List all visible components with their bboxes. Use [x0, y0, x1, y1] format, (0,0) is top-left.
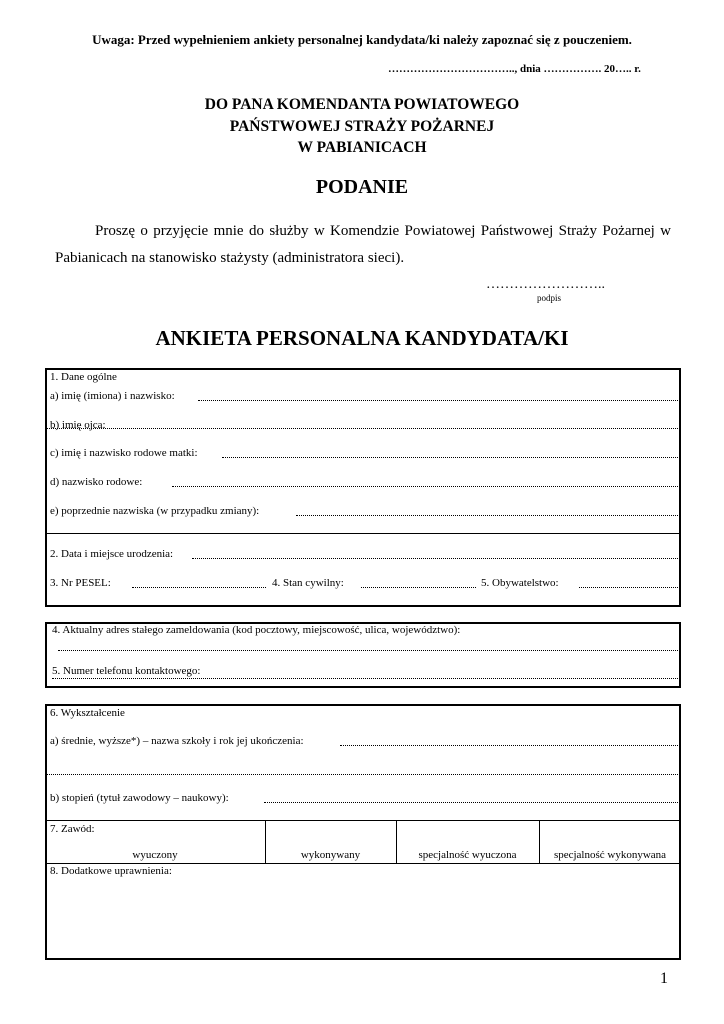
addressee-line-1: DO PANA KOMENDANTA POWIATOWEGO: [204, 96, 520, 113]
phone-label: 5. Numer telefonu kontaktowego:: [52, 665, 201, 677]
mother-name-field[interactable]: [222, 457, 680, 458]
addressee-line-3: W PABIANICACH: [297, 139, 427, 156]
degree-field[interactable]: [264, 802, 680, 803]
addressee-line-2: PAŃSTWOWEJ STRAŻY POŻARNEJ: [229, 118, 495, 135]
profession-bottom-border: [45, 863, 681, 864]
profession-practiced: wykonywany: [300, 849, 361, 861]
petition-body-rest: o przyjęcie mnie do służby w Komendzie Powiatowej Państwowej Straży Pożarnej w Pabianicach na stanowisko stażysty (administratora sieci).: [55, 223, 671, 266]
box-divider: [45, 533, 681, 534]
degree-label: b) stopień (tytuł zawodowy – naukowy):: [50, 792, 229, 804]
specialty-learned: specjalność wyuczona: [418, 849, 517, 861]
signature-label: podpis: [537, 293, 562, 303]
birth-field[interactable]: [192, 558, 680, 559]
school-field[interactable]: [340, 745, 680, 746]
petition-title: PODANIE: [315, 176, 409, 198]
name-field[interactable]: [198, 400, 680, 401]
signature-dots: ……………………..: [486, 277, 605, 292]
previous-names-field[interactable]: [296, 515, 680, 516]
father-name-field[interactable]: [45, 428, 680, 429]
address-field[interactable]: [58, 650, 680, 651]
citizenship-label: 5. Obywatelstwo:: [481, 577, 559, 589]
profession-learned: wyuczony: [132, 849, 178, 861]
profession-top-border: [45, 820, 681, 821]
phone-field[interactable]: [52, 678, 680, 679]
additional-qualifications-field[interactable]: [47, 880, 679, 958]
previous-names-label: e) poprzednie nazwiska (w przypadku zmiany):: [50, 505, 260, 517]
page-number: 1: [660, 970, 668, 987]
notice-text: Uwaga: Przed wypełnieniem ankiety personalnej kandydata/ki należy zapoznać się z pouczeniem.: [92, 32, 632, 47]
petition-body: [55, 218, 671, 272]
pesel-label: 3. Nr PESEL:: [50, 577, 111, 589]
birth-label: 2. Data i miejsce urodzenia:: [50, 548, 174, 560]
mother-name-label: c) imię i nazwisko rodowe matki:: [50, 447, 198, 459]
father-name-label: b) imię ojca:: [50, 419, 106, 431]
family-name-label: d) nazwisko rodowe:: [50, 476, 143, 488]
marital-status-field[interactable]: [361, 587, 476, 588]
address-label: 4. Aktualny adres stałego zameldowania (kod pocztowy, miejscowość, ulica, województwo):: [52, 624, 461, 636]
name-label: a) imię (imiona) i nazwisko:: [50, 390, 175, 402]
section-1-heading: 1. Dane ogólne: [50, 371, 117, 383]
school-label: a) średnie, wyższe*) – nazwa szkoły i rok jej ukończenia:: [50, 735, 304, 747]
additional-qualifications-label: 8. Dodatkowe uprawnienia:: [50, 865, 172, 877]
family-name-field[interactable]: [172, 486, 680, 487]
petition-body-first-word: Proszę: [95, 223, 135, 239]
pesel-field[interactable]: [132, 587, 266, 588]
citizenship-field[interactable]: [579, 587, 680, 588]
specialty-practiced: specjalność wykonywana: [553, 849, 667, 861]
education-heading: 6. Wykształcenie: [50, 707, 125, 719]
profession-heading: 7. Zawód:: [50, 823, 95, 835]
school-field-continued[interactable]: [45, 774, 680, 775]
date-line: …………………………….., dnia ……………. 20….. r.: [388, 63, 641, 75]
marital-status-label: 4. Stan cywilny:: [272, 577, 344, 589]
survey-title: ANKIETA PERSONALNA KANDYDATA/KI: [155, 326, 569, 350]
